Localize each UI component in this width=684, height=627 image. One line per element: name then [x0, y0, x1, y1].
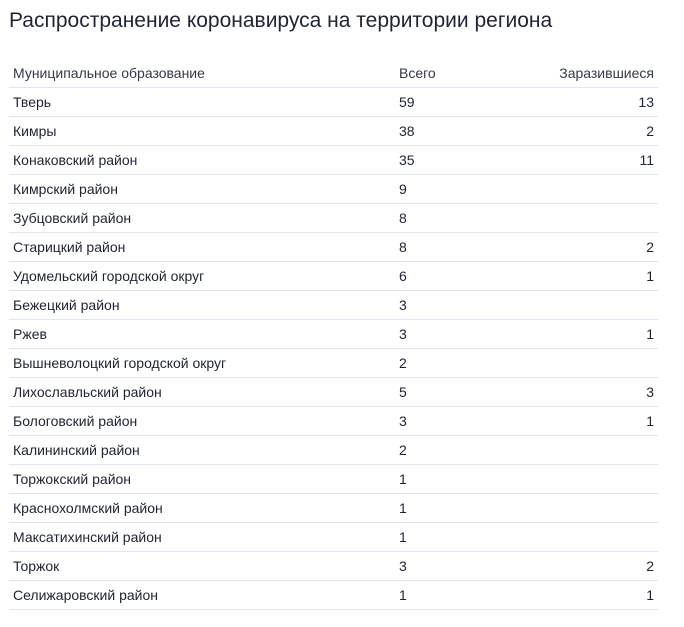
- table-row: [9, 523, 658, 552]
- cell-total: 3: [395, 320, 545, 349]
- cell-total: 1: [395, 523, 545, 552]
- cell-municipality: Максатихинский район: [9, 523, 395, 552]
- cell-total: 9: [395, 175, 545, 204]
- cell-total: 1: [395, 581, 545, 610]
- table-row: [9, 175, 658, 204]
- cell-municipality: Торжокский район: [9, 465, 395, 494]
- cell-total: 38: [395, 117, 545, 146]
- table-row: [9, 349, 658, 378]
- cell-total: 3: [395, 552, 545, 581]
- column-header-infected: Заразившиеся: [545, 59, 658, 88]
- cell-total: 35: [395, 146, 545, 175]
- table-row: [9, 146, 658, 175]
- table-row: [9, 291, 658, 320]
- cell-municipality: Калининский район: [9, 436, 395, 465]
- cell-infected: [545, 436, 658, 465]
- column-header-municipality: Муниципальное образование: [9, 59, 395, 88]
- cell-municipality: Селижаровский район: [9, 581, 395, 610]
- table-row: [9, 320, 658, 349]
- cell-infected: 2: [545, 117, 658, 146]
- cell-total: 6: [395, 262, 545, 291]
- cell-infected: 1: [545, 581, 658, 610]
- cell-infected: [545, 465, 658, 494]
- cell-total: 2: [395, 436, 545, 465]
- page-title: Распространение коронавируса на территории региона: [9, 9, 553, 32]
- table-row: [9, 262, 658, 291]
- cell-infected: [545, 291, 658, 320]
- column-header-total: Всего: [395, 59, 545, 88]
- cell-total: 8: [395, 233, 545, 262]
- cell-municipality: Кимры: [9, 117, 395, 146]
- cell-municipality: Кимрский район: [9, 175, 395, 204]
- table-row: [9, 494, 658, 523]
- cell-municipality: Бологовский район: [9, 407, 395, 436]
- table-body: [9, 88, 658, 610]
- cell-municipality: Ржев: [9, 320, 395, 349]
- table-row: [9, 117, 658, 146]
- cell-municipality: Зубцовский район: [9, 204, 395, 233]
- cell-infected: 13: [545, 88, 658, 117]
- cell-infected: 2: [545, 552, 658, 581]
- cell-total: 3: [395, 291, 545, 320]
- cell-total: 5: [395, 378, 545, 407]
- cell-infected: [545, 349, 658, 378]
- cell-infected: 1: [545, 407, 658, 436]
- cell-infected: [545, 523, 658, 552]
- cell-infected: 1: [545, 320, 658, 349]
- cell-infected: [545, 494, 658, 523]
- table-header-row: [9, 59, 658, 88]
- cell-municipality: Конаковский район: [9, 146, 395, 175]
- cell-municipality: Вышневолоцкий городской округ: [9, 349, 395, 378]
- cell-municipality: Торжок: [9, 552, 395, 581]
- cell-municipality: Тверь: [9, 88, 395, 117]
- table-row: [9, 436, 658, 465]
- table-row: [9, 552, 658, 581]
- cell-total: 8: [395, 204, 545, 233]
- coronavirus-table: [9, 59, 658, 610]
- table-row: [9, 378, 658, 407]
- cell-municipality: Лихославльский район: [9, 378, 395, 407]
- table-row: [9, 465, 658, 494]
- cell-municipality: Краснохолмский район: [9, 494, 395, 523]
- table-row: [9, 233, 658, 262]
- table-row: [9, 581, 658, 610]
- cell-total: 2: [395, 349, 545, 378]
- cell-total: 59: [395, 88, 545, 117]
- cell-total: 1: [395, 465, 545, 494]
- table-row: [9, 407, 658, 436]
- cell-total: 3: [395, 407, 545, 436]
- cell-infected: 11: [545, 146, 658, 175]
- table-row: [9, 88, 658, 117]
- cell-infected: [545, 175, 658, 204]
- cell-total: 1: [395, 494, 545, 523]
- cell-infected: [545, 204, 658, 233]
- table-row: [9, 204, 658, 233]
- cell-municipality: Удомельский городской округ: [9, 262, 395, 291]
- cell-infected: 1: [545, 262, 658, 291]
- cell-municipality: Бежецкий район: [9, 291, 395, 320]
- cell-infected: 2: [545, 233, 658, 262]
- cell-infected: 3: [545, 378, 658, 407]
- cell-municipality: Старицкий район: [9, 233, 395, 262]
